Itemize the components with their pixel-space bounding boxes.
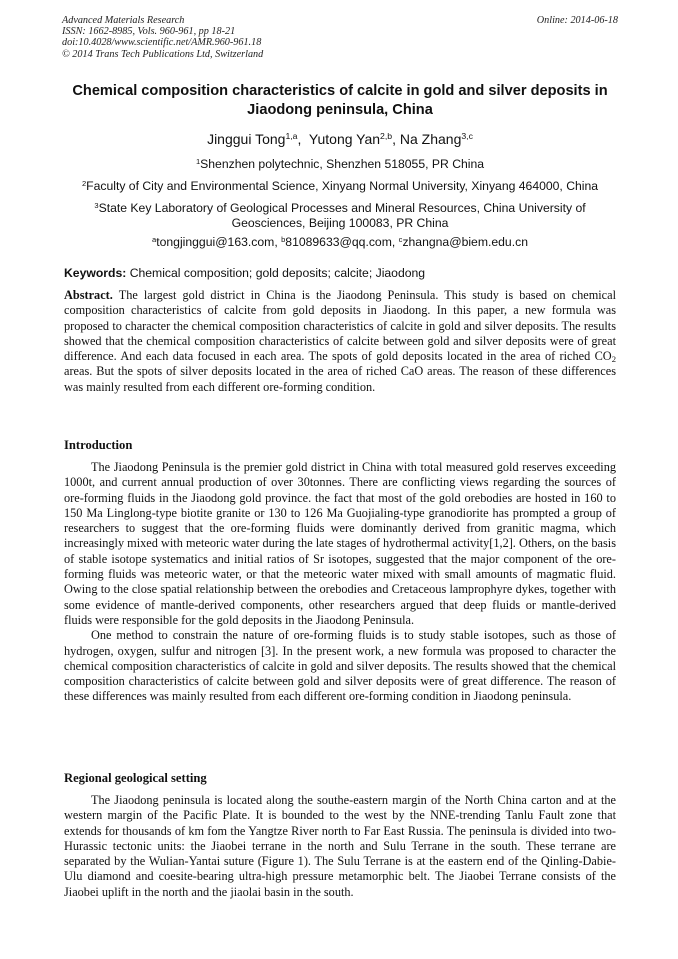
author-name: Na Zhang — [399, 131, 462, 147]
affiliation-superscript: 3 — [94, 200, 99, 210]
email-address: tongjinggui@163.com — [156, 235, 275, 249]
keywords-line — [64, 266, 616, 281]
affiliation-superscript: 2 — [81, 178, 87, 188]
abstract — [64, 288, 616, 395]
email-superscript: c — [398, 234, 403, 244]
affiliation-2 — [40, 179, 640, 194]
regional-setting-heading: Regional geological setting — [64, 771, 207, 785]
affiliation-superscript: 1 — [195, 156, 201, 166]
paper-title: Chemical composition characteristics of calcite in gold and silver deposits in Jiaodong peninsula, China — [72, 83, 608, 118]
keywords-label: Keywords: — [64, 266, 127, 280]
keywords-text: Chemical composition; gold deposits; calcite; Jiaodong — [129, 266, 426, 280]
doi-line: doi:10.4028/www.scientific.net/AMR.960-961.18 — [62, 37, 262, 49]
affiliation-1 — [40, 157, 640, 172]
affiliation-3 — [70, 201, 610, 231]
online-date: Online: 2014-06-18 — [536, 15, 618, 26]
author-superscript: 2,b — [380, 131, 393, 142]
abstract-text-continued: areas. But the spots of silver deposits located in the area of riched CaO areas. The reason of these differences was mainly resulted from each different ore-forming condition. — [64, 364, 616, 394]
author-name: Yutong Yan — [308, 131, 381, 147]
author-superscript: 1,a — [285, 131, 298, 142]
author-emails: $^a$tongjinggui@163.com, $^b$81089633@qq.com, $^c$zhangna@biem.edu.cn — [152, 234, 528, 249]
introduction-body — [64, 460, 616, 705]
affiliation-text: State Key Laboratory of Geological Processes and Mineral Resources, China University of Geosciences, Beijing 100083, PR China — [98, 201, 586, 230]
issn-line: ISSN: 1662-8985, Vols. 960-961, pp 18-21 — [62, 26, 236, 38]
regional-setting-body — [64, 793, 616, 900]
co2-subscript: 2 — [611, 354, 616, 365]
author-name: Jinggui Tong — [207, 131, 286, 147]
page-header — [62, 15, 618, 60]
copyright-line: © 2014 Trans Tech Publications Ltd, Switzerland — [62, 48, 264, 60]
email-superscript: b — [281, 234, 286, 244]
author-superscript: 3,c — [461, 131, 473, 142]
email-superscript: a — [152, 234, 157, 244]
paragraph: The Jiaodong peninsula is located along the southe-eastern margin of the North China carton and at the western margin of the Pacific Plate. It is bounded to the west by the NNE-trending Tanlu Fault zone that extends for thousands of km fom the Yangtze River north to Far East Russia. The peninsula is divided into two-Hurassic tectonic units: the Jiaobei terrane in the north and Sulu Terrane in the south. These terrane are separated by the Wulian-Yantai suture (Figure 1). The Sulu Terrane is at the eastern end of the Qinling-Dabie-Ulu diamond and coesite-bearing ultra-high pressure metamorphic belt. The Jiaobei Terrane consists of the Jiaobei uplift in the north and the jiaolai basin in the south. — [64, 793, 616, 899]
affiliation-text: Shenzhen polytechnic, Shenzhen 518055, PR China — [200, 157, 485, 171]
author-list: Jinggui Tong$^{1,a}$, Yutong Yan$^{2,b}$, Na Zhang$^{3,c}$ — [207, 131, 473, 147]
email-address: 81089633@qq.com — [285, 235, 392, 249]
introduction-heading: Introduction — [64, 438, 133, 452]
email-address: zhangna@biem.edu.cn — [402, 235, 528, 249]
affiliation-text: Faculty of City and Environmental Science, Xinyang Normal University, Xinyang 464000, China — [86, 179, 599, 193]
paragraph: One method to constrain the nature of ore-forming fluids is to study stable isotopes, such as those of hydrogen, oxygen, sulfur and nitrogen [3]. In the present work, a new formula was proposed to character the chemical composition characteristics of calcite in gold and silver deposits. The results showed that the chemical composition characteristics of calcite between gold and silver deposits were of great difference. The reason of these differences was mainly resulted from each different ore-forming condition in Jiaodong peninsula. — [64, 628, 616, 704]
paragraph: The Jiaodong Peninsula is the premier gold district in China with total measured gold reserves exceeding 1000t, and current annual production of over 30tonnes. There are conflicting views regarding the sources of ore-forming fluids in the Jiaodong gold province. the fact that most of the gold orebodies are hosted in 160 to 150 Ma Linglong-type biotite granite or 130 to 126 Ma Guojialing-type granodiorite has prompted a group of researchers to suggest that the ore-forming fluids were dominantly derived from granitic magma, which increasingly mixed with meteoric water during the late stages of hydrothermal activity[1,2]. Others, on the basis of stable isotope systematics and initial ratios of Sr isotopes, suggested that the major component of the ore-forming fluids was meteoric water, or that the meteoric water mixed with small amounts of magmatic fluid. Owing to the close spatial relationship between the orebodies and Cretaceous lamprophyre dykes, together with some evidence of mantle-derived components, other researchers argued that deep fluids or mantle-derived fluids were responsible for the gold deposits in the Jiaodong Peninsula. — [64, 460, 616, 627]
journal-name: Advanced Materials Research — [62, 15, 185, 26]
abstract-text: The largest gold district in China is the Jiaodong Peninsula. This study is based on chemical composition characteristics of calcite from gold deposits in Jiaodong. In this paper, a new formula was proposed to character the chemical composition characteristics of calcite in gold and silver deposits. The results showed that the chemical composition characteristics of calcite between gold and silver deposits were of great difference. And each data focused in each area. The spots of gold deposits located in the area of riched CO — [64, 288, 617, 364]
abstract-label: Abstract. — [64, 288, 113, 302]
journal-metadata — [62, 15, 618, 60]
